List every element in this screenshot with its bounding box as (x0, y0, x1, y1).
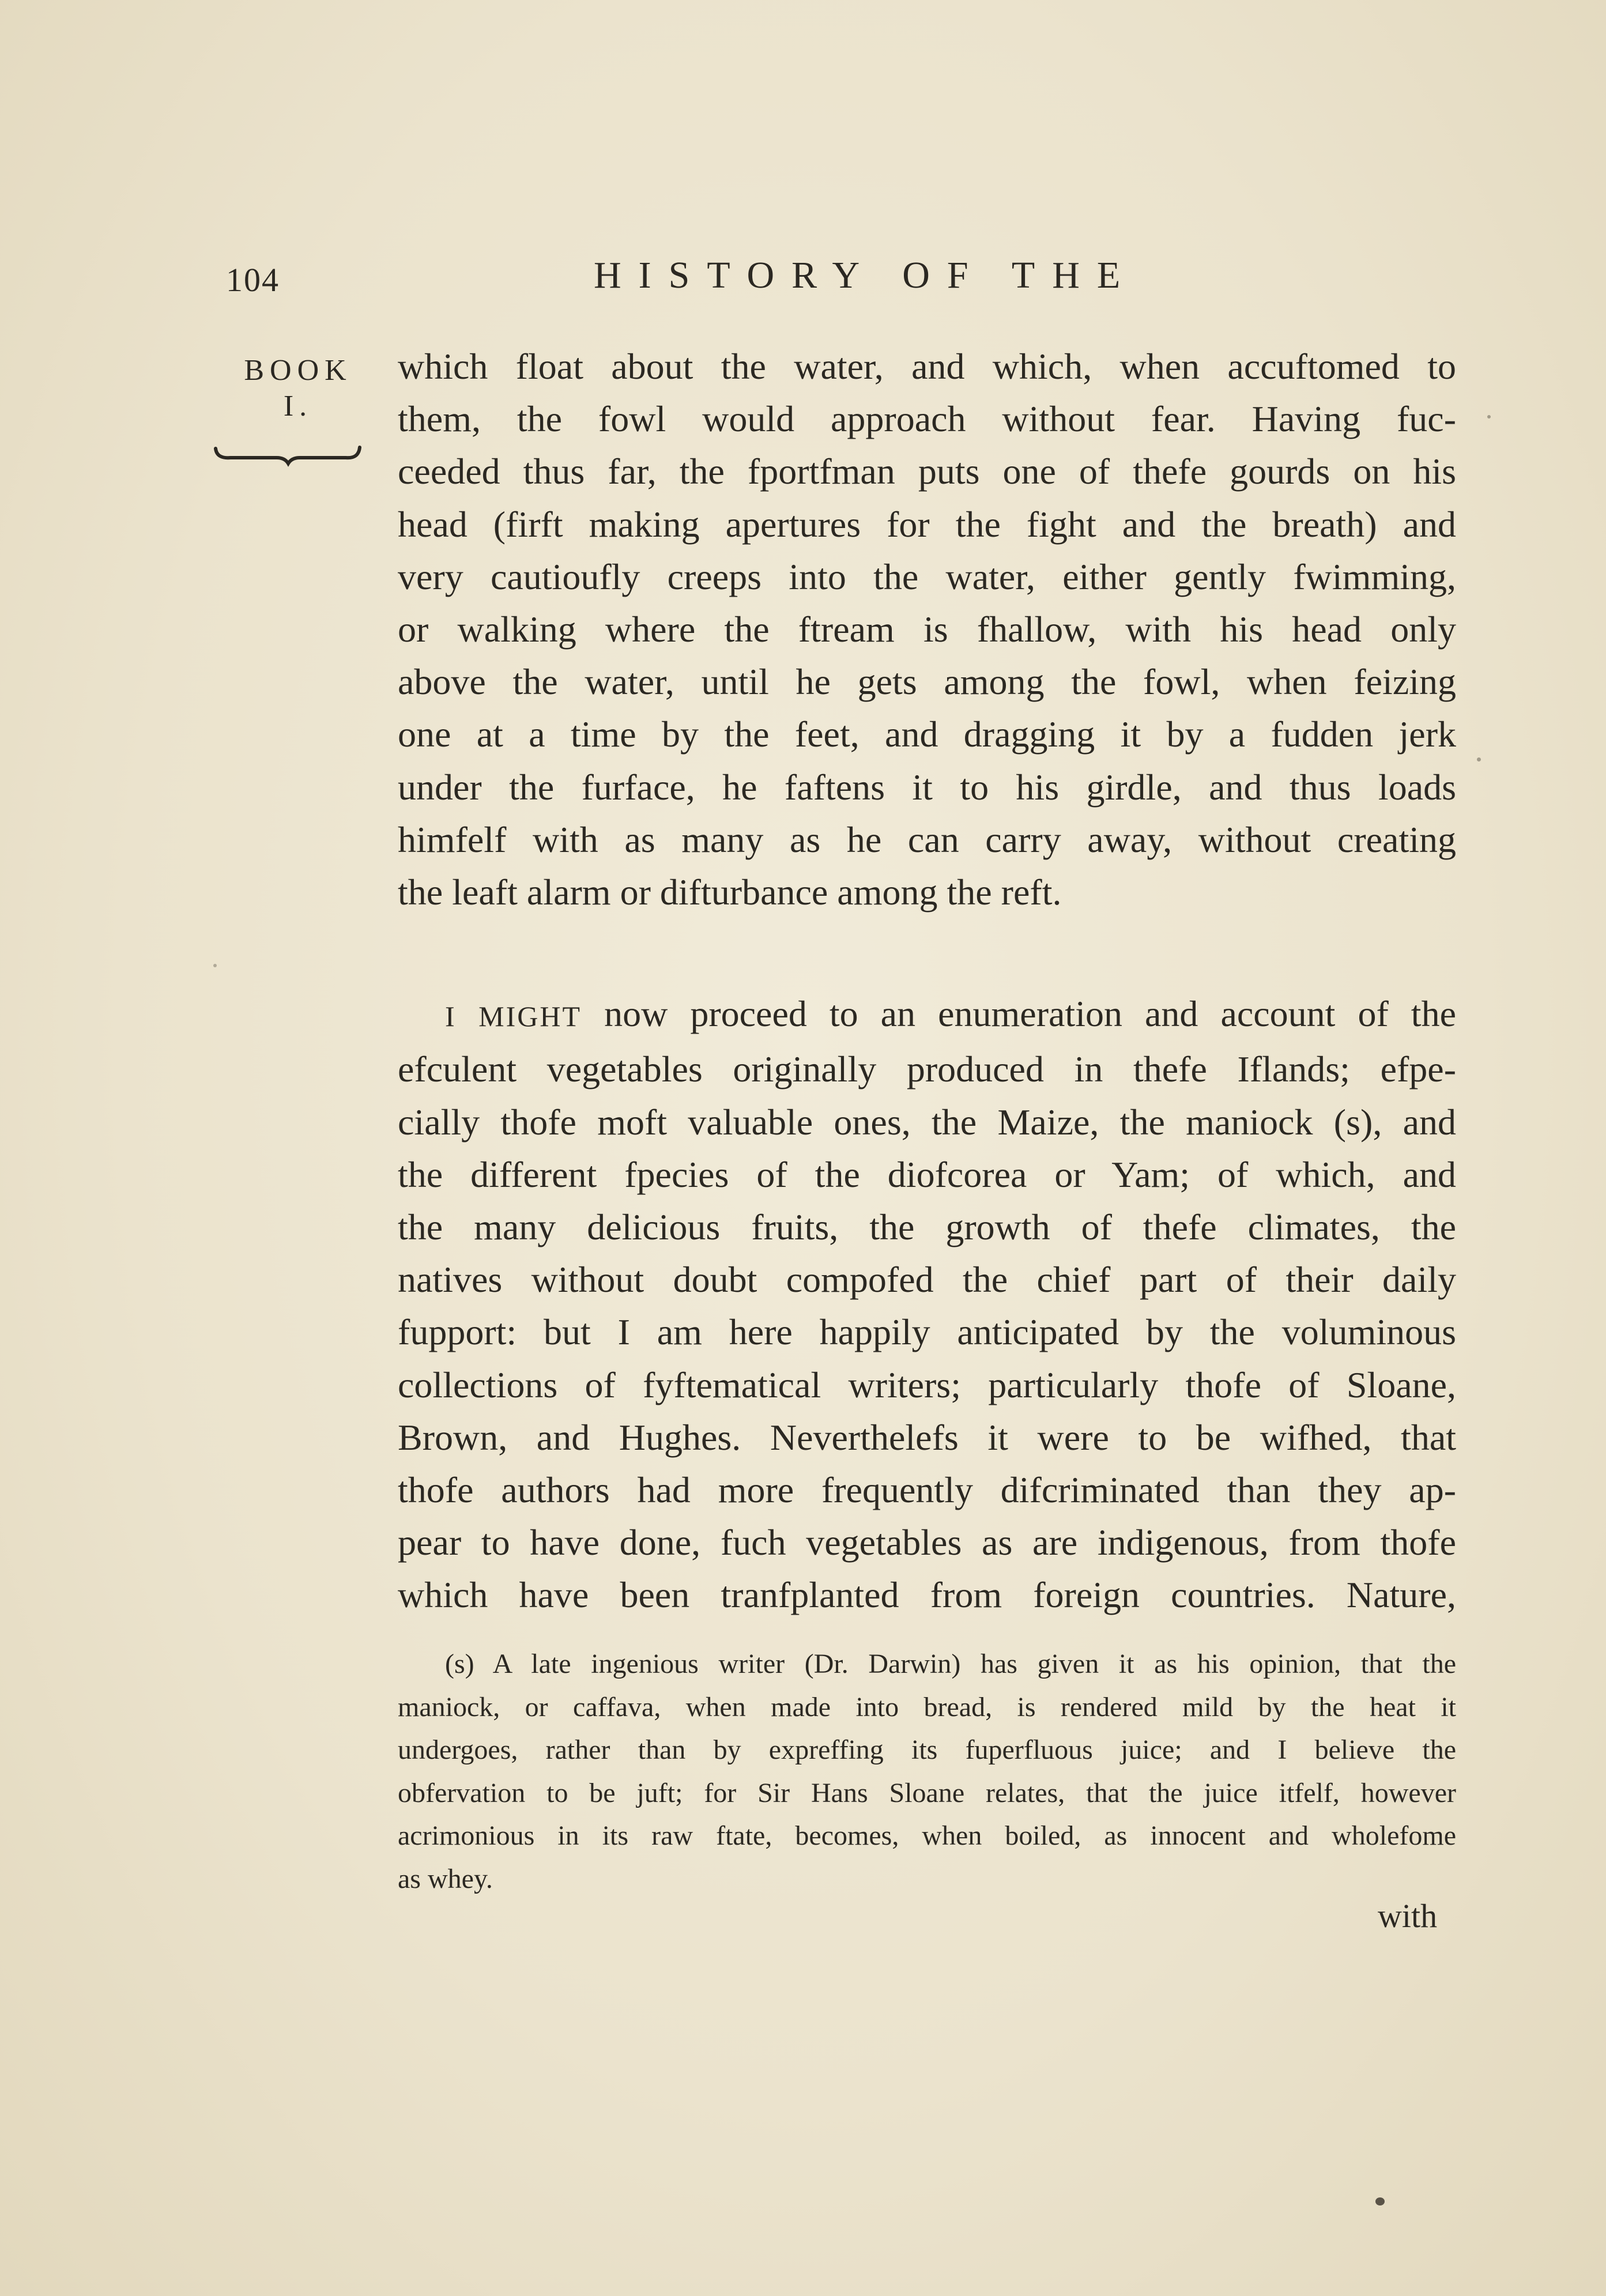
text-line: natives without doubt compofed the chief part of their daily (398, 1259, 1456, 1300)
text-line: the different fpecies of the diofcorea or Yam; of which, and (398, 1153, 1456, 1195)
text-line: above the water, until he gets among the fowl, when feizing (398, 661, 1456, 703)
text-line: them, the fowl would approach without fear. Having fuc- (398, 398, 1456, 440)
text-line: pear to have done, fuch vegetables as are indigenous, from thofe (398, 1522, 1456, 1563)
text-line: ceeded thus far, the fportfman puts one of thefe gourds on his (398, 451, 1456, 492)
book-number: I. (283, 390, 313, 423)
footnote (398, 1643, 1456, 1901)
footnote-line: maniock, or caffava, when made into bread, is rendered mild by the heat it (398, 1691, 1456, 1722)
paper-speck (1487, 415, 1491, 419)
text-line: or walking where the ftream is fhallow, with his head only (398, 609, 1456, 650)
text-line: thofe authors had more frequently difcriminated than they ap- (398, 1469, 1456, 1511)
text-line: fupport: but I am here happily anticipated by the voluminous (398, 1311, 1456, 1353)
footnote-line: undergoes, rather than by expreffing its fuperfluous juice; and I believe the (398, 1735, 1456, 1765)
text-line: head (firft making apertures for the fight and the breath) and (398, 503, 1456, 545)
running-title: HISTORY OF THE (594, 254, 1138, 296)
paper-speck (1477, 757, 1481, 761)
text-line: which float about the water, and which, when accuftomed to (398, 346, 1456, 387)
paragraph-2 (398, 987, 1456, 1621)
text-line: Brown, and Hughes. Neverthelefs it were to be wifhed, that (398, 1416, 1456, 1458)
text-line: himfelf with as many as he can carry away, without creating (398, 819, 1456, 860)
paragraph-gap (398, 918, 1456, 987)
footnote-line: (s) A late ingenious writer (Dr. Darwin) has given it as his opinion, that the (445, 1649, 1456, 1679)
text-line: collections of fyftematical writers; particularly thofe of Sloane, (398, 1364, 1456, 1405)
paper-speck (1375, 2197, 1385, 2205)
text-line: one at a time by the feet, and dragging it by a fudden jerk (398, 714, 1456, 755)
text-line: the many delicious fruits, the growth of thefe climates, the (398, 1207, 1456, 1248)
footnote-line: as whey. (398, 1863, 493, 1894)
text-line: efculent vegetables originally produced in thefe Iflands; efpe- (398, 1049, 1456, 1090)
text-line-first (398, 987, 1456, 1043)
footnote-line: acrimonious in its raw ftate, becomes, when boiled, as innocent and wholefome (398, 1820, 1456, 1851)
main-text (398, 340, 1456, 1622)
page-number: 104 (226, 261, 280, 299)
footnote-line: obfervation to be juft; for Sir Hans Sloane relates, that the juice itfelf, however (398, 1777, 1456, 1808)
paper-speck (213, 964, 217, 967)
catchword: with (1378, 1897, 1438, 1935)
book-label: BOOK (244, 354, 352, 387)
text-line: cially thofe moft valuable ones, the Maize, the maniock (s), and (398, 1101, 1456, 1143)
brace-ornament (213, 444, 363, 467)
text-line-rest: now proceed to an enumeration and account of the (582, 993, 1456, 1035)
text-line: under the furface, he faftens it to his girdle, and thus loads (398, 766, 1456, 808)
lead-small-caps: I MIGHT (445, 1000, 582, 1033)
text-line: very cautioufly creeps into the water, either gently fwimming, (398, 556, 1456, 597)
paragraph-1 (398, 340, 1456, 918)
text-line: which have been tranfplanted from foreign countries. Nature, (398, 1574, 1456, 1616)
text-line: the leaft alarm or difturbance among the reft. (398, 872, 1062, 913)
margin-note (226, 353, 370, 424)
